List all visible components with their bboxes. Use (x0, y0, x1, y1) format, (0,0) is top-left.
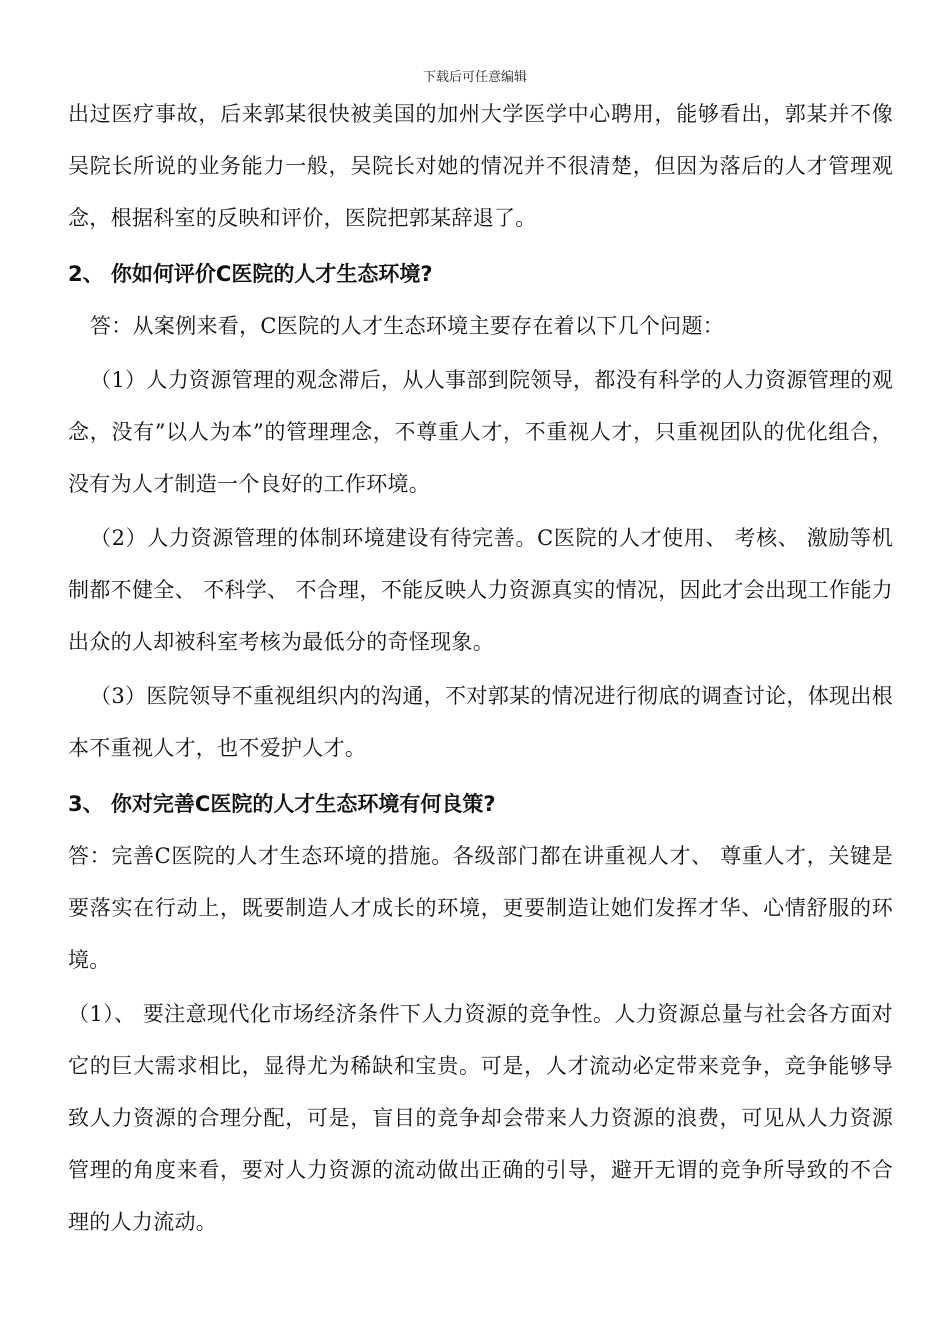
answer-2-item-2: （2）人力资源管理的体制环境建设有待完善。C医院的人才使用、 考核、 激励等机制都不健全、 不科学、 不合理，不能反映人力资源真实的情况，因此才会出现工作能力出众的人却被科室考核为最低分的奇怪现象。 (68, 526, 893, 654)
document-body (68, 88, 893, 1248)
question-2-heading: 2、 你如何评价C医院的人才生态环境? (68, 262, 433, 286)
paragraph-continuation: 出过医疗事故，后来郭某很快被美国的加州大学医学中心聘用，能够看出，郭某并不像吴院长所说的业务能力一般，吴院长对她的情况并不很清楚，但因为落后的人才管理观念，根据科室的反映和评价，医院把郭某辞退了。 (68, 102, 893, 230)
answer-3-item-1: （1）、 要注意现代化市场经济条件下人力资源的竞争性。人力资源总量与社会各方面对它的巨大需求相比，显得尤为稀缺和宝贵。可是，人才流动必定带来竞争，竞争能够导致人力资源的合理分配，可是，盲目的竞争却会带来人力资源的浪费，可见从人力资源管理的角度来看，要对人力资源的流动做出正确的引导，避开无谓的竞争所导致的不合理的人力流动。 (68, 1002, 893, 1234)
question-3-heading: 3、 你对完善C医院的人才生态环境有何良策? (68, 792, 496, 816)
answer-2-item-3: （3）医院领导不重视组织内的沟通，不对郭某的情况进行彻底的调查讨论，体现出根本不重视人才，也不爱护人才。 (68, 684, 893, 760)
answer-2-intro: 答：从案例来看，C医院的人才生态环境主要存在着以下几个问题： (90, 314, 725, 338)
answer-2-item-1: （1）人力资源管理的观念滞后，从人事部到院领导，都没有科学的人力资源管理的观念，没有”以人为本”的管理理念，不尊重人才，不重视人才，只重视团队的优化组合，没有为人才制造一个良好的工作环境。 (68, 368, 893, 496)
answer-3-intro: 答：完善C医院的人才生态环境的措施。各级部门都在讲重视人才、 尊重人才，关键是要落实在行动上，既要制造人才成长的环境，更要制造让她们发挥才华、心情舒服的环境。 (68, 844, 893, 972)
header-note: 下载后可任意编辑 (422, 70, 527, 85)
